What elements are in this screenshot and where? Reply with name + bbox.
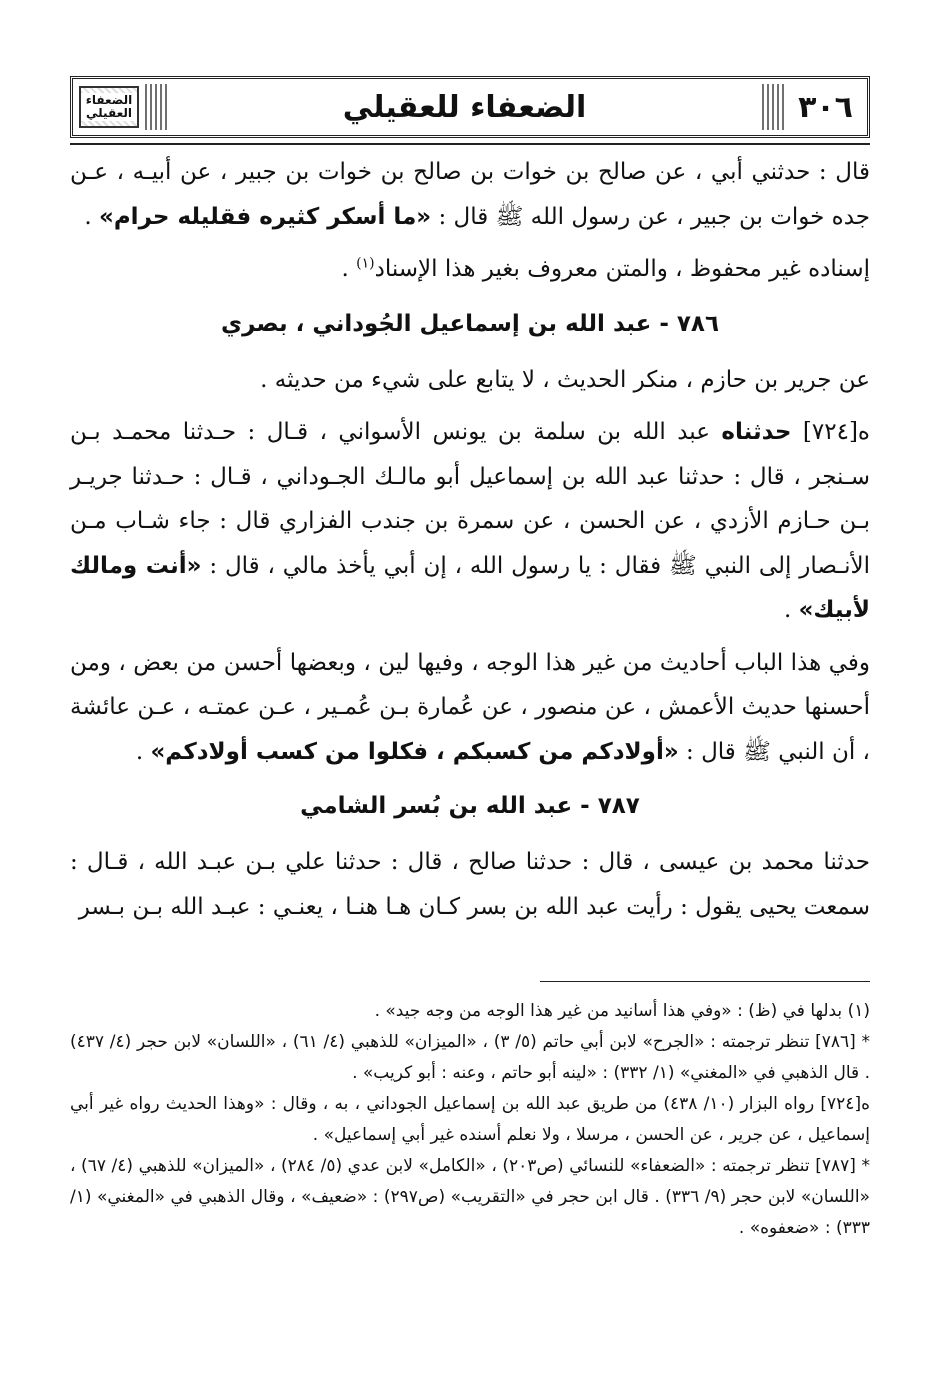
page-number: ٣٠٦ [798, 89, 853, 125]
p4-text: عبد الله بن سلمة بن يونس الأسواني ، قـال : حـدثنا محمـد بـن سـنجر ، قال : حدثنا عبد الله بن إسماعيل أبو مالـك الجـوداني ، قـال : حـدثنا جريـر بـن حـازم الأزدي ، عن الحسن ، عن سمرة بن جندب الفزاري قال : جاء شـاب مـن الأنـصار إلى النبي ﷺ فقال : يا رسول الله ، إن أبي يأخذ مالي ، قال : [70, 419, 870, 579]
main-text [70, 150, 870, 929]
paragraph-4 [70, 410, 870, 633]
footnote-1: (١) بدلها في (ظ) : «وفي هذا أسانيد من غير هذا الوجه من وجه جيد» . [374, 1001, 870, 1021]
entry-heading-787: ٧٨٧ - عبد الله بن بُسر الشامي [300, 793, 640, 819]
page-header [70, 76, 870, 138]
p4-end: . [783, 597, 799, 623]
p5-end: . [135, 738, 151, 765]
footnote-separator [540, 981, 870, 982]
haddathana-word: حدثناه [721, 419, 792, 445]
paragraph-2 [70, 247, 870, 292]
p1-line1: قال : حدثني أبي ، عن صالح بن خوات بن صالح بن خوات بن جبير ، عن أبيـه ، عـن [70, 159, 870, 185]
hadith-quote-3: «أولادكم من كسبكم ، فكلوا من كسب أولادكم» [150, 738, 679, 765]
footnote-724: ه[٧٢٤] رواه البزار (١٠/ ٤٣٨) من طريق عبد الله بن إسماعيل الجوداني ، به ، وقال : «وهذا الحديث رواه غير أبي إسماعيل ، عن جرير ، عن الحسن ، مرسلا ، ولا نعلم أسنده غير أبي إسماعيل» . [70, 1094, 870, 1145]
hadith-quote-2: «أنت ومالك لأبيك» [70, 552, 870, 623]
ornament-left [79, 86, 139, 128]
footnote-marker: (١) [356, 255, 375, 272]
paragraph-6: حدثنا محمد بن عيسى ، قال : حدثنا صالح ، قال : حدثنا علي بـن عبـد الله ، قـال : سمعت يحيى يقول : رأيت عبد الله بن بسر كـان هـا هنـا ، يعنـي : عبـد الله بـن بـسر [70, 849, 870, 920]
lattice-right [762, 84, 784, 130]
lattice-left [145, 84, 167, 130]
paragraph-1 [70, 150, 870, 239]
entry-heading-786: ٧٨٦ - عبد الله بن إسماعيل الجُوداني ، بصري [220, 310, 720, 337]
ornament-label-left: الضعفاء العقيلي [81, 93, 137, 121]
paragraph-3: عن جرير بن حازم ، منكر الحديث ، لا يتابع على شيء من حديثه . [260, 366, 870, 393]
p5-text: وفي هذا الباب أحاديث من غير هذا الوجه ، وفيها لين ، وبعضها أحسن من بعض ، ومن أحسنها حديث الأعمش ، عن منصور ، عن عُمارة بـن عُمـير ، عـن عمتـه ، عـن عائشة ، أن النبي ﷺ قال : [70, 649, 870, 765]
paragraph-5 [70, 641, 870, 775]
hadith-number-724: ه[٧٢٤] [791, 419, 870, 445]
p1-end: . [84, 203, 99, 230]
header-rule [70, 143, 870, 145]
footnote-787: * [٧٨٧] تنظر ترجمته : «الضعفاء» للنسائي (ص٢٠٣) ، «الكامل» لابن عدي (٥/ ٢٨٤) ، «الميزان» للذهبي (٤/ ٦٧) ، «اللسان» لابن حجر (٩/ ٣٣٦) . قال ابن حجر في «التقريب» (ص٢٩٧) : «ضعيف» ، وقال الذهبي في «المغني» (١/ ٣٣٣) : «ضعفوه» . [70, 1156, 870, 1238]
p2-end: . [341, 256, 357, 282]
running-title: الضعفاء للعقيلي [342, 89, 587, 125]
p2-text: إسناده غير محفوظ ، والمتن معروف بغير هذا الإسناد [374, 256, 870, 282]
p1-line2: جده خوات بن جبير ، عن رسول الله ﷺ قال : [431, 203, 870, 230]
footnote-786: * [٧٨٦] تنظر ترجمته : «الجرح» لابن أبي حاتم (٥/ ٣) ، «الميزان» للذهبي (٤/ ٦١) ، «اللسان» لابن حجر (٤/ ٤٣٧) . قال الذهبي في «المغني» (١/ ٣٣٢) : «لينه أبو حاتم ، وعنه : أبو كريب» . [70, 1032, 870, 1083]
hadith-quote-1: «ما أسكر كثيره فقليله حرام» [98, 203, 432, 230]
footnotes [70, 996, 870, 1244]
